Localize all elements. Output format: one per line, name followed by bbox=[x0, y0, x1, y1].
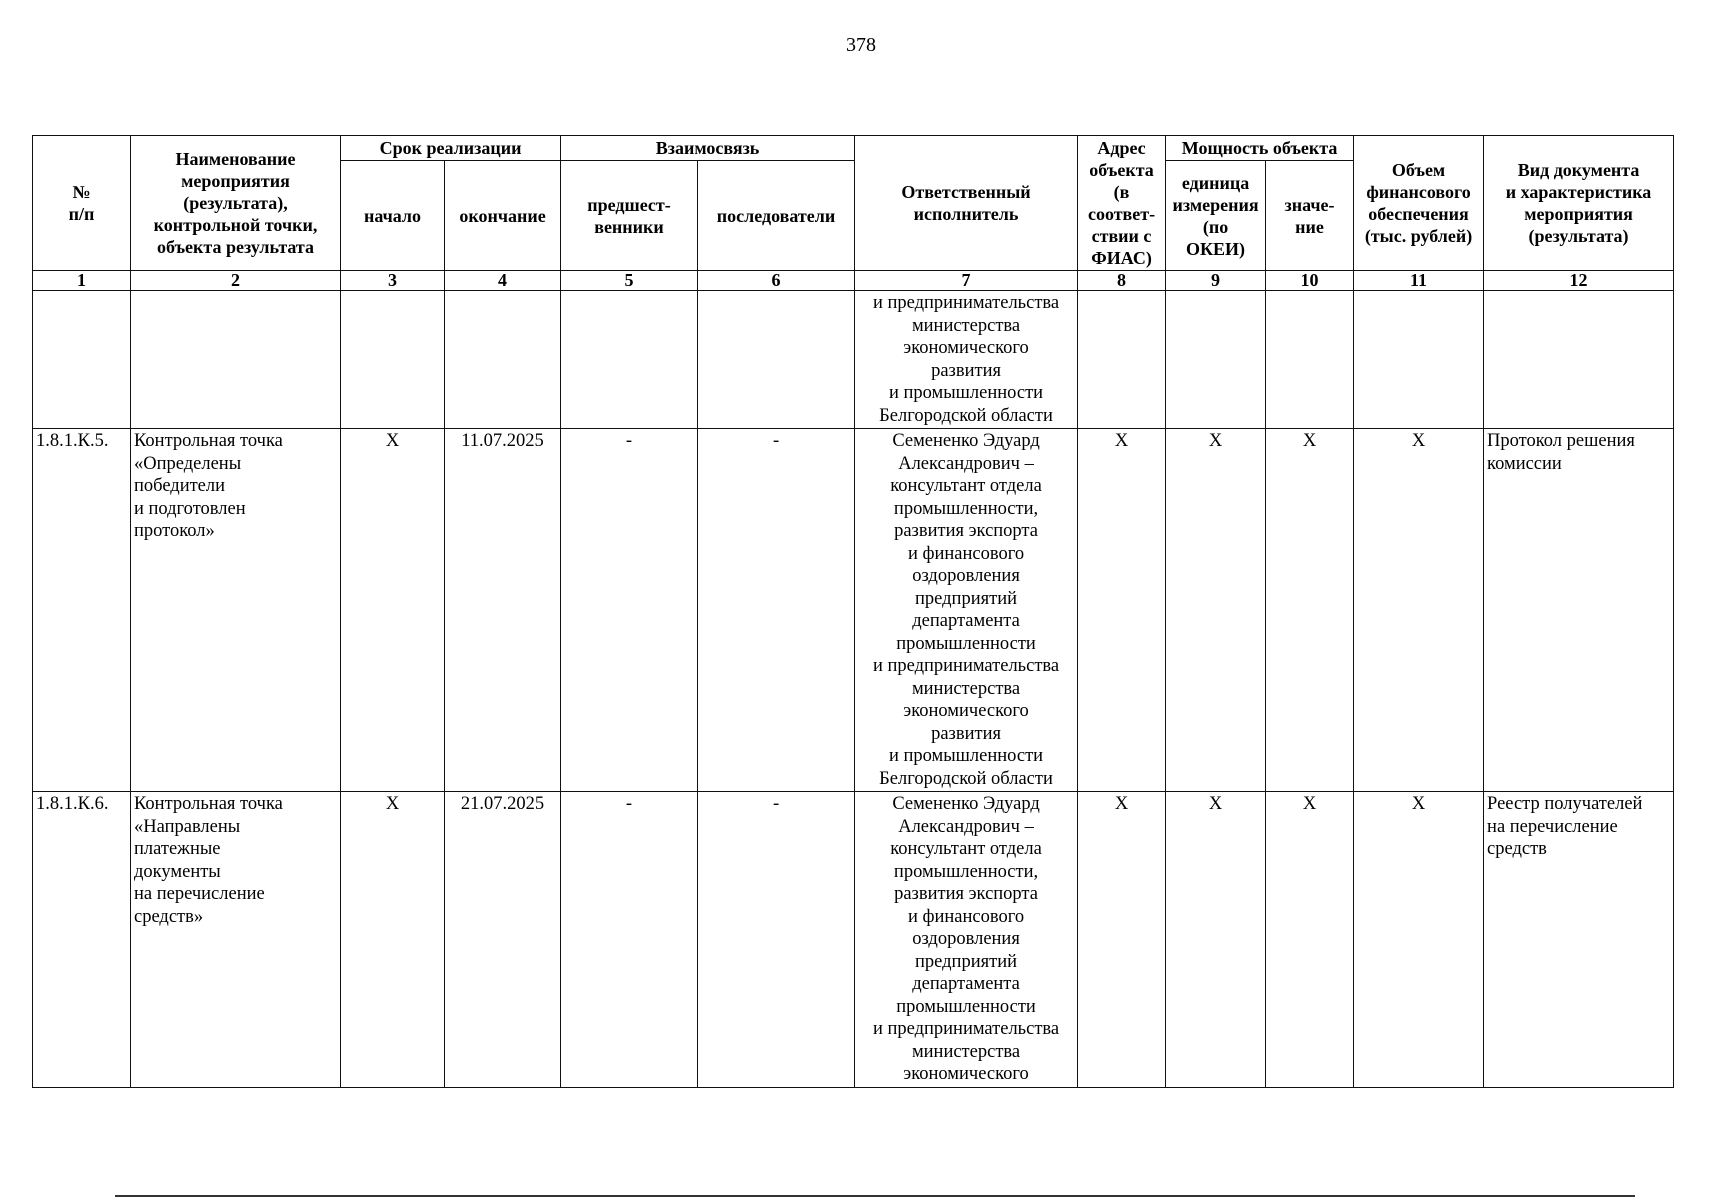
column-number: 1 bbox=[33, 271, 131, 291]
cell-predecessors: - bbox=[561, 792, 698, 1088]
cell-finance: X bbox=[1354, 429, 1484, 792]
column-number: 12 bbox=[1484, 271, 1674, 291]
cell-number: 1.8.1.К.6. bbox=[33, 792, 131, 1088]
cell-number bbox=[33, 291, 131, 429]
header-value: значе- ние bbox=[1266, 161, 1354, 271]
column-number: 4 bbox=[445, 271, 561, 291]
cell-successors: - bbox=[698, 792, 855, 1088]
cell-name: Контрольная точка «Определены победители и подготовлен протокол» bbox=[131, 429, 341, 792]
cell-address: X bbox=[1078, 429, 1166, 792]
column-number: 10 bbox=[1266, 271, 1354, 291]
header-predecessors: предшест- венники bbox=[561, 161, 698, 271]
column-number: 6 bbox=[698, 271, 855, 291]
cell-predecessors bbox=[561, 291, 698, 429]
column-number: 11 bbox=[1354, 271, 1484, 291]
table-row bbox=[33, 792, 1674, 1088]
cell-successors: - bbox=[698, 429, 855, 792]
column-number: 5 bbox=[561, 271, 698, 291]
plan-table bbox=[32, 135, 1674, 1088]
cell-address: X bbox=[1078, 792, 1166, 1088]
cell-unit: X bbox=[1166, 429, 1266, 792]
header-start: начало bbox=[341, 161, 445, 271]
header-executor: Ответственный исполнитель bbox=[855, 136, 1078, 271]
header-row-1 bbox=[33, 136, 1674, 161]
cell-executor: Семененко Эдуард Александрович – консультант отдела промышленности, развития экспорта и финансового оздоровления предприятий департамента промышленности и предпринимательства министерства экономического развития и промышленности Белгородской области bbox=[855, 429, 1078, 792]
cell-address bbox=[1078, 291, 1166, 429]
table-row bbox=[33, 429, 1674, 792]
cell-finance bbox=[1354, 291, 1484, 429]
cell-start bbox=[341, 291, 445, 429]
cell-unit: X bbox=[1166, 792, 1266, 1088]
cell-value: X bbox=[1266, 792, 1354, 1088]
cell-executor: и предпринимательства министерства экономического развития и промышленности Белгородской области bbox=[855, 291, 1078, 429]
header-group-capacity: Мощность объекта bbox=[1166, 136, 1354, 161]
cell-start: X bbox=[341, 792, 445, 1088]
column-number: 7 bbox=[855, 271, 1078, 291]
cell-document: Реестр получателей на перечисление средств bbox=[1484, 792, 1674, 1088]
cell-executor: Семененко Эдуард Александрович – консультант отдела промышленности, развития экспорта и финансового оздоровления предприятий департамента промышленности и предпринимательства министерства экономического bbox=[855, 792, 1078, 1088]
column-numbers-row bbox=[33, 271, 1674, 291]
cell-end: 21.07.2025 bbox=[445, 792, 561, 1088]
header-number: № п/п bbox=[33, 136, 131, 271]
page-number: 378 bbox=[846, 34, 876, 56]
column-number: 3 bbox=[341, 271, 445, 291]
cell-end bbox=[445, 291, 561, 429]
cell-document: Протокол решения комиссии bbox=[1484, 429, 1674, 792]
cell-document bbox=[1484, 291, 1674, 429]
cell-value bbox=[1266, 291, 1354, 429]
cell-predecessors: - bbox=[561, 429, 698, 792]
header-name: Наименование мероприятия (результата), контрольной точки, объекта результата bbox=[131, 136, 341, 271]
column-number: 8 bbox=[1078, 271, 1166, 291]
column-number: 2 bbox=[131, 271, 341, 291]
header-end: окончание bbox=[445, 161, 561, 271]
header-unit: единица измерения (по ОКЕИ) bbox=[1166, 161, 1266, 271]
cell-unit bbox=[1166, 291, 1266, 429]
table-row bbox=[33, 291, 1674, 429]
header-successors: последователи bbox=[698, 161, 855, 271]
bottom-rule bbox=[115, 1195, 1635, 1197]
cell-start: X bbox=[341, 429, 445, 792]
cell-number: 1.8.1.К.5. bbox=[33, 429, 131, 792]
header-finance: Объем финансового обеспечения (тыс. рублей) bbox=[1354, 136, 1484, 271]
header-group-term: Срок реализации bbox=[341, 136, 561, 161]
cell-end: 11.07.2025 bbox=[445, 429, 561, 792]
header-group-link: Взаимосвязь bbox=[561, 136, 855, 161]
cell-finance: X bbox=[1354, 792, 1484, 1088]
header-document: Вид документа и характеристика мероприятия (результата) bbox=[1484, 136, 1674, 271]
cell-name bbox=[131, 291, 341, 429]
column-number: 9 bbox=[1166, 271, 1266, 291]
header-address: Адрес объекта (в соответ- ствии с ФИАС) bbox=[1078, 136, 1166, 271]
cell-value: X bbox=[1266, 429, 1354, 792]
cell-name: Контрольная точка «Направлены платежные документы на перечисление средств» bbox=[131, 792, 341, 1088]
cell-successors bbox=[698, 291, 855, 429]
